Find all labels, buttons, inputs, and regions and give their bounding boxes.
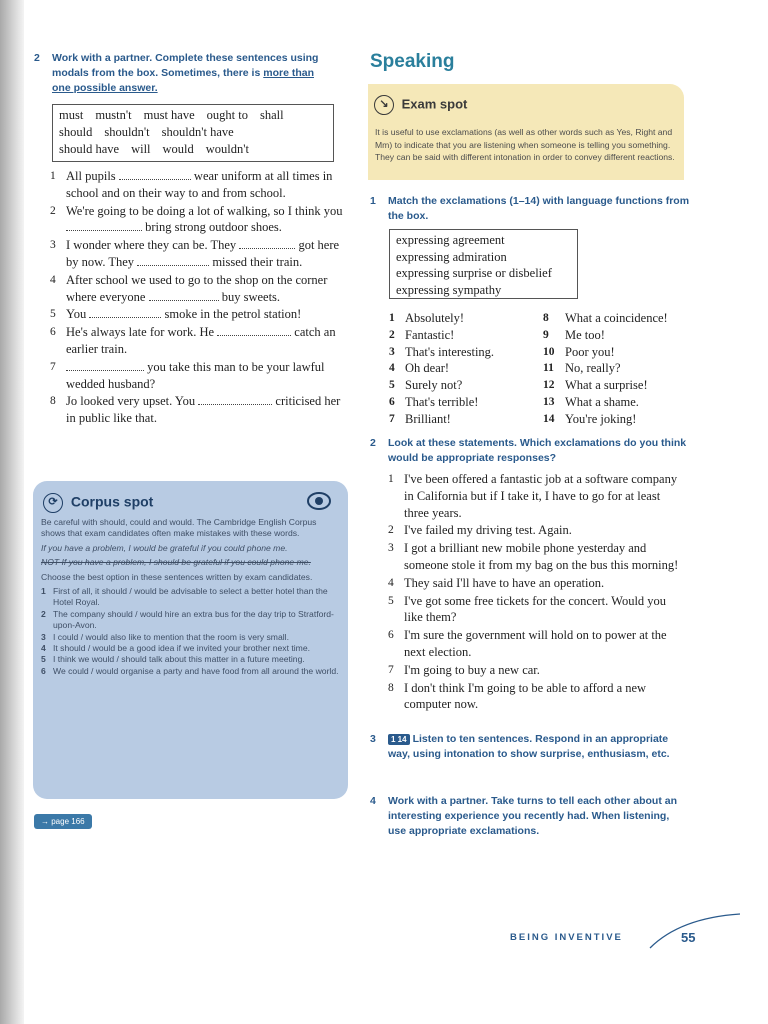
sentence-text: He's always late for work. He <box>66 325 215 340</box>
statement-text: I don't think I'm going to be able to afford a new computer now. <box>404 680 647 712</box>
exam-spot-body: It is useful to use exclamations (as well as other words such as Yes, Right and Mm) to indicate that you are listening when someone is telling you something. They can be said with different intonation in order to convey different reactions. <box>375 127 675 163</box>
section-title: Speaking <box>370 51 455 72</box>
modal-word: would <box>162 142 194 156</box>
item-number: 6 <box>389 395 395 408</box>
modals-row <box>59 141 327 158</box>
list-item <box>388 662 686 679</box>
exclamations-left <box>389 310 494 428</box>
instruction-text: Work with a partner. Complete these sentences using modals from the box. Sometimes, there is <box>52 52 319 79</box>
corpus-spot-panel <box>33 481 348 799</box>
audio-track-icon[interactable]: 1 14 <box>388 734 410 745</box>
function-item: expressing surprise or disbelief <box>396 266 552 281</box>
modal-word: must have <box>143 108 195 122</box>
item-number: 5 <box>388 594 394 607</box>
statement-text: I'm sure the government will hold on to power at the next election. <box>404 628 667 659</box>
instruction-text: Match the exclamations (1–14) with language functions from the box. <box>388 195 690 222</box>
modals-row <box>59 107 327 124</box>
corpus-item-text: The company should / would hire an extra bus for the day trip to Stratford-upon-Avon. <box>53 608 334 631</box>
list-item <box>389 394 494 411</box>
list-item <box>543 411 668 428</box>
modals-box <box>52 104 334 162</box>
sentence-text: All pupils <box>66 169 116 183</box>
corpus-item-text: I could / would also like to mention that the room is very small. <box>53 631 289 642</box>
exercise-2-sentences <box>50 168 346 428</box>
exclamation-text: Oh dear! <box>405 361 450 376</box>
list-item <box>50 168 346 202</box>
item-number: 10 <box>543 345 555 358</box>
list-item <box>389 360 494 377</box>
statement-text: I've been offered a fantastic job at a software company in California but if I take it, I have to go for at least three years. <box>404 472 678 520</box>
instruction-underlined: more than one possible answer. <box>52 67 314 94</box>
function-item: expressing admiration <box>396 249 507 264</box>
sentence-text: We're going to be doing a lot of walking, so I think you <box>66 203 343 218</box>
answer-blank[interactable] <box>149 289 219 301</box>
item-number: 4 <box>50 273 56 286</box>
answer-blank[interactable] <box>217 324 291 336</box>
sentence-text: catch an earlier train. <box>66 325 336 356</box>
item-number: 7 <box>50 360 56 373</box>
statement-text: I've failed my driving test. Again. <box>404 523 572 538</box>
page-reference-link[interactable]: → page 166 <box>34 814 92 829</box>
corpus-item-text: We could / would organise a party and have food from all around the world. <box>53 665 339 676</box>
modals-row <box>59 124 327 141</box>
list-item <box>50 359 346 393</box>
exclamation-text: You're joking! <box>565 411 637 426</box>
list-item <box>388 680 686 714</box>
corpus-body <box>41 517 341 677</box>
item-number: 2 <box>388 524 394 537</box>
list-item <box>50 306 346 323</box>
sentence-text: you take this man to be your lawful wedded husband? <box>66 359 325 391</box>
exercise-number: 3 <box>370 733 376 745</box>
item-number: 3 <box>389 345 395 358</box>
corpus-correct-example: If you have a problem, I would be grateful if you could phone me. <box>41 542 288 553</box>
corpus-item-text: I think we would / should talk about this matter in a future meeting. <box>53 654 305 665</box>
answer-blank[interactable] <box>66 219 142 231</box>
item-number: 8 <box>388 681 394 694</box>
sentence-text: After school we used to go to the shop on the corner where everyone <box>66 272 328 304</box>
corpus-badge-icon: ⟳ <box>43 493 63 513</box>
exclamations-right <box>543 310 668 428</box>
exam-title-text: Exam spot <box>401 96 468 112</box>
exclamation-text: No, really? <box>565 361 621 376</box>
corpus-intro: Be careful with should, could and would. The Cambridge English Corpus shows that exam candidates often make mistakes with these words. <box>41 517 317 539</box>
exclamation-text: Absolutely! <box>405 311 465 325</box>
item-number: 1 <box>389 312 395 324</box>
sentence-text: criticised her in public like that. <box>66 394 341 426</box>
corpus-item <box>41 643 341 654</box>
item-number: 1 <box>388 473 394 485</box>
exercise-3-instruction <box>370 732 690 762</box>
modal-word: should <box>59 125 93 139</box>
instruction-text: Work with a partner. Take turns to tell each other about an interesting experience you recently had. When listening, use appropriate exclamations. <box>388 795 677 837</box>
list-item <box>50 324 346 358</box>
answer-blank[interactable] <box>198 393 272 405</box>
answer-blank[interactable] <box>66 359 144 371</box>
arrow-icon: ↘ <box>374 95 394 115</box>
exclamation-text: Brilliant! <box>405 411 451 426</box>
corpus-item <box>41 586 341 609</box>
statement-text: I've got some free tickets for the concert. Would you like them? <box>404 593 667 625</box>
list-item <box>50 393 346 427</box>
item-number: 6 <box>41 665 46 676</box>
list-item <box>388 627 686 661</box>
exclamation-text: That's terrible! <box>405 394 479 409</box>
exclamation-text: Me too! <box>565 327 605 342</box>
item-number: 7 <box>389 412 395 425</box>
modal-word: shall <box>259 108 284 122</box>
item-number: 14 <box>543 412 555 425</box>
exercise-number: 1 <box>370 195 376 207</box>
sentence-text: missed their train. <box>212 254 303 269</box>
corpus-spot-title <box>43 493 153 513</box>
list-item <box>388 593 686 627</box>
list-item <box>389 327 494 344</box>
corpus-incorrect-example: NOT If you have a problem, I should be grateful if you could phone me. <box>41 557 311 568</box>
list-item <box>543 327 668 344</box>
item-number: 4 <box>388 576 394 589</box>
exclamation-text: That's interesting. <box>405 344 495 359</box>
sentence-text: smoke in the petrol station! <box>164 307 302 322</box>
list-item <box>389 411 494 428</box>
corpus-item <box>41 609 341 632</box>
exclamation-text: What a shame. <box>565 394 639 409</box>
book-binding-shadow <box>0 0 24 1024</box>
item-number: 2 <box>389 328 395 341</box>
item-number: 7 <box>388 663 394 676</box>
item-number: 9 <box>543 328 549 341</box>
item-number: 3 <box>50 239 56 252</box>
page-number: 55 <box>681 930 696 945</box>
item-number: 2 <box>50 204 56 217</box>
exam-spot-title <box>374 95 467 115</box>
instruction-text: Look at these statements. Which exclamations do you think would be appropriate responses? <box>388 437 687 464</box>
corpus-task: Choose the best option in these sentences written by exam candidates. <box>41 571 313 582</box>
exercise-1-instruction <box>370 194 690 224</box>
list-item <box>543 394 668 411</box>
item-number: 4 <box>41 643 46 654</box>
item-number: 6 <box>388 629 394 642</box>
corpus-item-text: First of all, it should / would be advisable to select a better hotel than the Hotel Royal. <box>53 586 328 608</box>
sentence-text: I wonder where they can be. They <box>66 238 237 253</box>
exercise-2-instruction <box>34 51 334 96</box>
sentence-text: bring strong outdoor shoes. <box>145 220 282 235</box>
list-item <box>50 237 346 271</box>
exercise-number: 2 <box>370 437 376 449</box>
modal-word: will <box>131 142 151 156</box>
exercise-number: 2 <box>34 52 40 64</box>
corpus-item-text: It should / would be a good idea if we invited your brother next time. <box>53 643 311 654</box>
answer-blank[interactable] <box>137 254 209 266</box>
exercise-number: 4 <box>370 795 376 807</box>
item-number: 6 <box>50 326 56 339</box>
statements-list <box>388 471 686 714</box>
list-item <box>543 377 668 394</box>
list-item <box>389 344 494 361</box>
footer-unit-title: BEING INVENTIVE <box>510 932 623 943</box>
list-item <box>388 540 686 574</box>
exercise-2-right-instruction <box>370 436 690 466</box>
item-number: 5 <box>50 308 56 321</box>
corpus-title-text: Corpus spot <box>70 493 154 510</box>
list-item <box>50 203 346 237</box>
modal-word: ought to <box>206 108 248 122</box>
function-item: expressing sympathy <box>396 282 502 297</box>
answer-blank[interactable] <box>89 306 161 318</box>
answer-blank[interactable] <box>119 168 191 180</box>
item-number: 2 <box>41 608 46 619</box>
list-item <box>543 344 668 361</box>
corpus-item <box>41 654 341 665</box>
list-item <box>543 360 668 377</box>
item-number: 11 <box>543 362 554 375</box>
list-item <box>388 575 686 592</box>
exclamation-text: What a surprise! <box>565 378 648 393</box>
item-number: 3 <box>41 631 46 642</box>
sentence-text: You <box>66 307 87 322</box>
item-number: 8 <box>543 312 549 324</box>
exclamation-text: Poor you! <box>565 344 615 359</box>
modal-word: shouldn't <box>104 125 150 139</box>
exercise-4-instruction <box>370 794 690 839</box>
list-item <box>543 310 668 327</box>
modal-word: should have <box>59 142 120 156</box>
sentence-text: Jo looked very upset. You <box>66 394 196 409</box>
modal-word: shouldn't have <box>161 125 234 139</box>
item-number: 13 <box>543 395 555 408</box>
function-item: expressing agreement <box>396 233 505 247</box>
list-item <box>389 310 494 327</box>
modal-word: must <box>59 108 84 122</box>
modal-word: wouldn't <box>205 142 249 156</box>
statement-text: They said I'll have to have an operation. <box>404 575 605 590</box>
item-number: 8 <box>50 395 56 408</box>
exclamation-text: Fantastic! <box>405 327 455 342</box>
eye-icon <box>306 488 332 514</box>
answer-blank[interactable] <box>239 237 295 249</box>
list-item <box>388 471 686 521</box>
item-number: 1 <box>41 586 46 597</box>
corpus-item <box>41 666 341 677</box>
sentence-text: got here by now. They <box>66 238 340 269</box>
list-item <box>388 522 686 539</box>
item-number: 1 <box>50 170 56 182</box>
sentence-text: buy sweets. <box>221 289 281 304</box>
item-number: 4 <box>389 362 395 375</box>
modal-word: mustn't <box>95 108 132 122</box>
corpus-item <box>41 632 341 643</box>
functions-box <box>389 229 578 299</box>
item-number: 5 <box>41 654 46 665</box>
exclamation-text: Surely not? <box>405 378 463 393</box>
list-item <box>389 377 494 394</box>
item-number: 5 <box>389 379 395 392</box>
item-number: 3 <box>388 542 394 555</box>
instruction-text: Listen to ten sentences. Respond in an appropriate way, using intonation to show surprise, enthusiasm, etc. <box>388 733 670 760</box>
item-number: 12 <box>543 379 555 392</box>
statement-text: I'm going to buy a new car. <box>404 662 540 677</box>
exclamation-text: What a coincidence! <box>565 311 668 325</box>
statement-text: I got a brilliant new mobile phone yesterday and someone stole it from my bag on the bus this morning! <box>404 541 679 572</box>
list-item <box>50 272 346 306</box>
exam-spot-panel <box>368 84 684 180</box>
sentence-text: wear uniform at all times in school and on their way to and from school. <box>66 169 333 200</box>
